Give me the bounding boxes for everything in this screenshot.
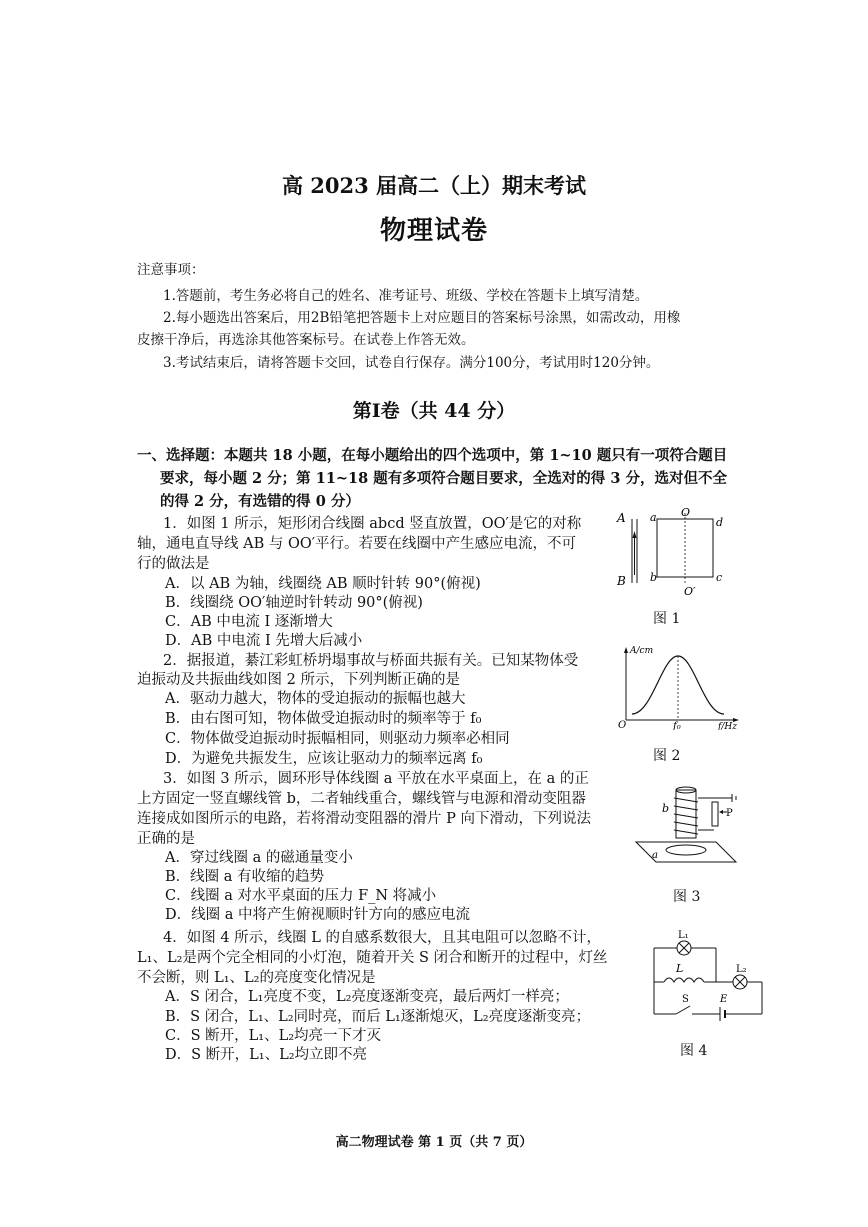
- figure-3-caption: 图 3: [673, 889, 701, 905]
- fig4-label-s: S: [682, 994, 689, 1005]
- fig2-origin-label: O: [618, 720, 627, 730]
- q1-option-a: A．以 AB 为轴，线圈绕 AB 顺时针转 90°(俯视): [165, 576, 481, 592]
- note-line-3: 3.考试结束后，请将答题卡交回，试卷自行保存。满分100分，考试用时120分钟。: [163, 355, 660, 371]
- q2-stem-1: 2．据报道，綦江彩虹桥坍塌事故与桥面共振有关。已知某物体受: [163, 653, 579, 669]
- figure-3-solenoid-diagram: [630, 780, 742, 870]
- section1-line-2: 要求，每小题 2 分；第 11~18 题有多项符合题目要求，全选对的得 3 分，选对但不全: [160, 470, 727, 487]
- subject-title: 物理试卷: [379, 216, 488, 246]
- fig4-label-l1: L₁: [678, 930, 689, 941]
- q3-option-b: B．线圈 a 有收缩的趋势: [165, 869, 325, 885]
- q3-stem-3: 连接成如图所示的电路，若将滑动变阻器的滑片 P 向下滑动，下列说法: [137, 811, 591, 827]
- fig3-label-b: b: [662, 802, 670, 815]
- figure-1-caption: 图 1: [653, 611, 681, 627]
- fig1-label-d: d: [716, 516, 724, 529]
- q1-option-b: B．线圈绕 OO′轴逆时针转动 90°(俯视): [165, 595, 423, 611]
- section1-line-3: 的得 2 分，有选错的得 0 分）: [160, 493, 360, 510]
- q1-stem-2: 轴，通电直导线 AB 与 OO′平行。若要在线圈中产生感应电流，不可: [137, 536, 577, 552]
- note-line-2-cont: 皮擦干净后，再选涂其他答案标号。在试卷上作答无效。: [137, 332, 475, 348]
- fig1-label-c: c: [716, 571, 723, 584]
- q1-stem-1: 1．如图 1 所示，矩形闭合线圈 abcd 竖直放置，OO′是它的对称: [163, 516, 582, 532]
- fig4-label-e: E: [720, 994, 728, 1005]
- figure-4-caption: 图 4: [680, 1043, 708, 1059]
- fig1-label-o: O: [681, 506, 691, 519]
- q2-option-d: D．为避免共振发生，应该让驱动力的频率远离 f₀: [165, 751, 483, 767]
- q3-stem-1: 3．如图 3 所示，圆环形导体线圈 a 平放在水平桌面上，在 a 的正: [163, 771, 589, 787]
- exam-title: 高 2023 届高二（上）期末考试: [281, 173, 587, 198]
- fig4-label-l: L: [676, 962, 684, 975]
- q4-stem-1: 4．如图 4 所示，线圈 L 的自感系数很大，且其电阻可以忽略不计，: [163, 930, 602, 946]
- fig3-label-p: P: [726, 808, 733, 819]
- fig1-label-a: a: [650, 511, 657, 524]
- note-line-2: 2.每小题选出答案后，用2B铅笔把答题卡上对应题目的答案标号涂黑，如需改动，用橡: [163, 310, 681, 326]
- fig4-label-l2: L₂: [736, 964, 747, 975]
- q3-option-a: A．穿过线圈 a 的磁通量变小: [165, 850, 353, 866]
- q4-option-b: B．S 闭合，L₁、L₂同时亮，而后 L₁逐渐熄灭，L₂亮度逐渐变亮；: [165, 1009, 591, 1025]
- q3-option-c: C．线圈 a 对水平桌面的压力 F_N 将减小: [165, 888, 437, 904]
- q4-stem-3: 不会断，则 L₁、L₂的亮度变化情况是: [137, 970, 376, 986]
- q4-option-a: A．S 闭合，L₁亮度不变，L₂亮度逐渐变亮，最后两灯一样亮；: [165, 989, 569, 1005]
- note-line-1: 1.答题前，考生务必将自己的姓名、准考证号、班级、学校在答题卡上填写清楚。: [163, 288, 649, 304]
- q3-stem-2: 上方固定一竖直螺线管 b，二者轴线重合，螺线管与电源和滑动变阻器: [137, 791, 586, 807]
- q4-option-c: C．S 断开，L₁、L₂均亮一下才灭: [165, 1028, 382, 1044]
- fig1-label-b-upper: B: [617, 574, 626, 588]
- fig1-label-o-prime: O′: [684, 585, 696, 598]
- q4-option-d: D．S 断开，L₁、L₂均立即不亮: [165, 1047, 368, 1063]
- fig1-label-b: b: [650, 571, 658, 584]
- fig2-axis-y-label: A/cm: [630, 646, 654, 656]
- q1-option-d: D．AB 中电流 I 先增大后减小: [165, 633, 363, 649]
- q2-option-c: C．物体做受迫振动时振幅相同，则驱动力频率必相同: [165, 731, 510, 747]
- figure-2-caption: 图 2: [653, 748, 681, 764]
- q3-stem-4: 正确的是: [137, 831, 195, 847]
- q3-option-d: D．线圈 a 中将产生俯视顺时针方向的感应电流: [165, 907, 470, 923]
- figure-4-circuit-diagram: [640, 928, 770, 1026]
- figure-2-resonance-curve: [612, 644, 742, 730]
- fig1-label-a-upper: A: [617, 511, 626, 525]
- figure-1-coil-diagram: [612, 505, 732, 600]
- q1-option-c: C．AB 中电流 I 逐渐增大: [165, 614, 333, 630]
- page-footer: 高二物理试卷 第 1 页（共 7 页）: [335, 1135, 533, 1150]
- q2-stem-2: 迫振动及共振曲线如图 2 所示，下列判断正确的是: [137, 672, 460, 688]
- fig3-label-a: a: [652, 850, 658, 861]
- fig2-f0-label: f₀: [673, 721, 681, 730]
- fig2-axis-x-label: f/Hz: [718, 722, 737, 730]
- q2-option-b: B．由右图可知，物体做受迫振动时的频率等于 f₀: [165, 711, 482, 727]
- q2-option-a: A．驱动力越大，物体的受迫振动的振幅也越大: [165, 691, 466, 707]
- q4-stem-2: L₁、L₂是两个完全相同的小灯泡，随着开关 S 闭合和断开的过程中，灯丝: [137, 950, 608, 966]
- part-title: 第Ⅰ卷（共 44 分）: [352, 400, 516, 422]
- notes-label: 注意事项：: [137, 262, 205, 278]
- section1-line-1: 一、选择题：本题共 18 小题，在每小题给出的四个选项中，第 1~10 题只有一项符合题目: [137, 447, 728, 464]
- q1-stem-3: 行的做法是: [137, 556, 210, 572]
